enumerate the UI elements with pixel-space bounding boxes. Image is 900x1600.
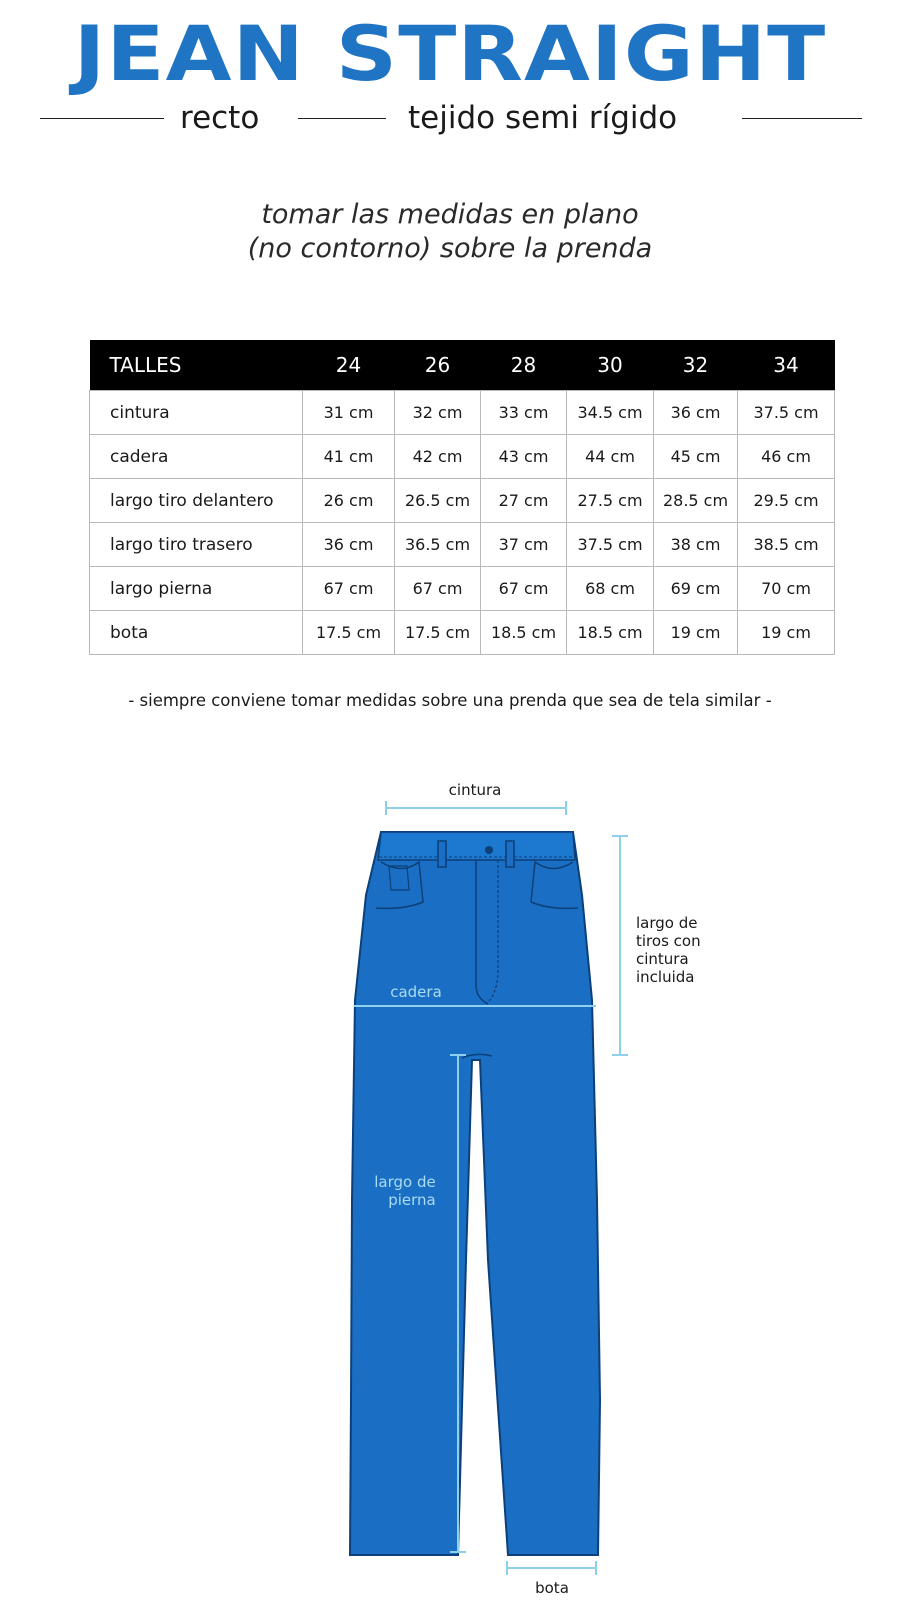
hip-label: cadera bbox=[390, 983, 442, 1001]
jeans-measurement-diagram bbox=[0, 760, 900, 1600]
fabric-label: tejido semi rígido bbox=[408, 100, 678, 136]
size-header: 30 bbox=[567, 340, 654, 391]
row-label: bota bbox=[90, 611, 303, 655]
belt-loop bbox=[438, 841, 446, 867]
table-cell: 37 cm bbox=[481, 523, 567, 567]
table-cell: 37.5 cm bbox=[567, 523, 654, 567]
table-cell: 33 cm bbox=[481, 391, 567, 435]
table-cell: 67 cm bbox=[395, 567, 481, 611]
size-header: 24 bbox=[303, 340, 395, 391]
rise-label: incluida bbox=[636, 968, 695, 986]
leg-label: pierna bbox=[388, 1191, 436, 1209]
table-cell: 32 cm bbox=[395, 391, 481, 435]
row-label: cadera bbox=[90, 435, 303, 479]
table-cell: 17.5 cm bbox=[303, 611, 395, 655]
table-cell: 43 cm bbox=[481, 435, 567, 479]
page-title: JEAN STRAIGHT bbox=[73, 9, 827, 98]
table-row bbox=[90, 479, 835, 523]
table-header-label: TALLES bbox=[90, 340, 303, 391]
table-cell: 69 cm bbox=[654, 567, 738, 611]
table-cell: 17.5 cm bbox=[395, 611, 481, 655]
table-row bbox=[90, 435, 835, 479]
table-row bbox=[90, 567, 835, 611]
rise-label: cintura bbox=[636, 950, 689, 968]
rise-label: tiros con bbox=[636, 932, 701, 950]
leg-label: largo de bbox=[374, 1173, 436, 1191]
divider-middle bbox=[298, 118, 386, 119]
table-cell: 31 cm bbox=[303, 391, 395, 435]
fabric-note: - siempre conviene tomar medidas sobre una prenda que sea de tela similar - bbox=[128, 691, 772, 710]
fit-label: recto bbox=[180, 100, 260, 136]
table-cell: 18.5 cm bbox=[567, 611, 654, 655]
table-cell: 68 cm bbox=[567, 567, 654, 611]
belt-loop bbox=[506, 841, 514, 867]
row-label: largo tiro trasero bbox=[90, 523, 303, 567]
button-icon bbox=[485, 846, 493, 854]
measuring-instruction bbox=[0, 198, 900, 266]
table-cell: 26 cm bbox=[303, 479, 395, 523]
table-cell: 29.5 cm bbox=[738, 479, 835, 523]
table-cell: 44 cm bbox=[567, 435, 654, 479]
table-row bbox=[90, 391, 835, 435]
table-cell: 19 cm bbox=[738, 611, 835, 655]
table-cell: 67 cm bbox=[481, 567, 567, 611]
table-cell: 37.5 cm bbox=[738, 391, 835, 435]
rise-label: largo de bbox=[636, 914, 698, 932]
divider-right bbox=[742, 118, 862, 119]
table-cell: 36 cm bbox=[303, 523, 395, 567]
table-cell: 45 cm bbox=[654, 435, 738, 479]
table-cell: 26.5 cm bbox=[395, 479, 481, 523]
table-cell: 36 cm bbox=[654, 391, 738, 435]
subtitle-row bbox=[0, 96, 900, 140]
table-cell: 70 cm bbox=[738, 567, 835, 611]
table-cell: 27 cm bbox=[481, 479, 567, 523]
table-cell: 41 cm bbox=[303, 435, 395, 479]
table-cell: 28.5 cm bbox=[654, 479, 738, 523]
table-cell: 27.5 cm bbox=[567, 479, 654, 523]
table-row bbox=[90, 611, 835, 655]
instruction-line-2: (no contorno) sobre la prenda bbox=[247, 233, 653, 264]
table-cell: 38 cm bbox=[654, 523, 738, 567]
size-chart-table bbox=[89, 340, 835, 655]
size-header: 34 bbox=[738, 340, 835, 391]
size-header: 26 bbox=[395, 340, 481, 391]
instruction-line-1: tomar las medidas en plano bbox=[261, 199, 639, 230]
size-header: 32 bbox=[654, 340, 738, 391]
row-label: largo tiro delantero bbox=[90, 479, 303, 523]
table-cell: 42 cm bbox=[395, 435, 481, 479]
table-cell: 34.5 cm bbox=[567, 391, 654, 435]
table-cell: 67 cm bbox=[303, 567, 395, 611]
hem-label: bota bbox=[535, 1579, 569, 1597]
waist-label: cintura bbox=[448, 781, 502, 799]
table-row bbox=[90, 523, 835, 567]
row-label: largo pierna bbox=[90, 567, 303, 611]
table-cell: 38.5 cm bbox=[738, 523, 835, 567]
divider-left bbox=[40, 118, 164, 119]
table-header-row bbox=[90, 340, 835, 391]
table-cell: 36.5 cm bbox=[395, 523, 481, 567]
waistband bbox=[378, 832, 575, 860]
size-header: 28 bbox=[481, 340, 567, 391]
row-label: cintura bbox=[90, 391, 303, 435]
table-cell: 18.5 cm bbox=[481, 611, 567, 655]
table-cell: 46 cm bbox=[738, 435, 835, 479]
table-cell: 19 cm bbox=[654, 611, 738, 655]
